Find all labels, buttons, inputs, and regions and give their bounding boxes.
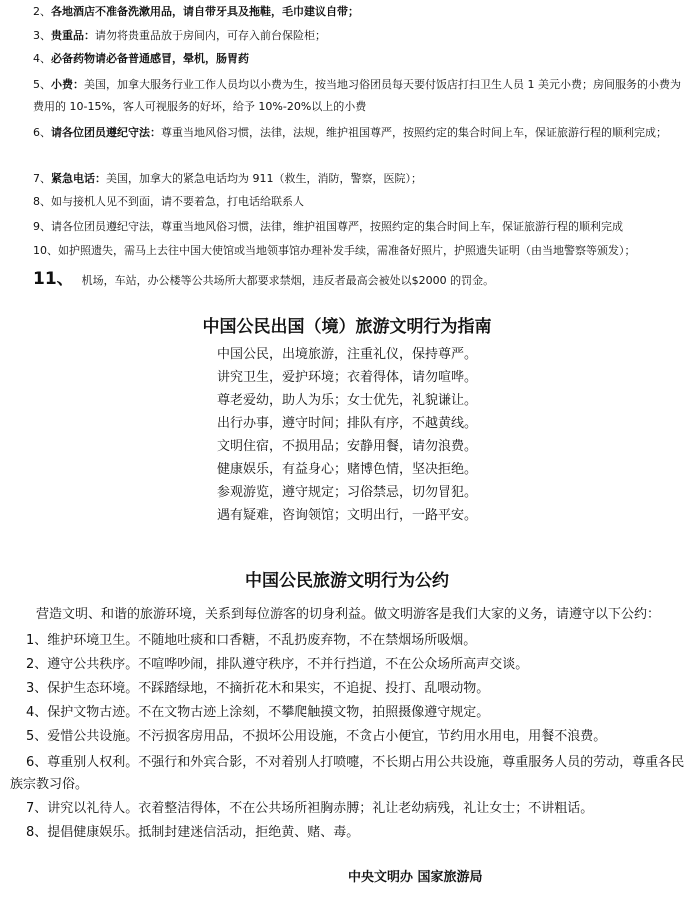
- note-number: 8、: [33, 195, 51, 208]
- convention-item: 2、遵守公共秩序。不喧哗吵闹，排队遵守秩序，不并行挡道，不在公众场所高声交谈。: [26, 657, 529, 672]
- note-number: 10、: [33, 244, 58, 257]
- note-text: 美国，加拿大的紧急电话均为 911（救生，消防，警察，医院）；: [106, 172, 422, 185]
- guide-line: 参观游览，遵守规定；习俗禁忌，切勿冒犯。: [216, 485, 477, 500]
- note-number: 6、: [33, 126, 51, 139]
- note-key: 紧急电话：: [51, 172, 106, 185]
- note-8: [33, 194, 684, 209]
- note-number: 5、: [33, 78, 51, 91]
- note-text: 必备药物请必备普通感冒，晕机，肠胃药: [51, 52, 249, 65]
- convention-item: 1、维护环境卫生。不随地吐痰和口香糖，不乱扔废弃物，不在禁烟场所吸烟。: [26, 633, 477, 648]
- note-key: 小费：: [51, 78, 84, 91]
- guide-line: 遇有疑难，咨询领馆；文明出行，一路平安。: [216, 508, 477, 523]
- note-3: [33, 28, 684, 43]
- note-number: 11、: [33, 269, 74, 289]
- note-number: 3、: [33, 29, 51, 42]
- guide-line: 出行办事，遵守时间；排队有序，不越黄线。: [216, 416, 477, 431]
- note-text: 如与接机人见不到面，请不要着急，打电话给联系人: [51, 195, 304, 208]
- guide-line: 尊老爱幼，助人为乐；女士优先，礼貌谦让。: [216, 393, 477, 408]
- note-10: [33, 243, 684, 258]
- convention-intro: 营造文明、和谐的旅游环境，关系到每位游客的切身利益。做文明游客是我们大家的义务，请遵守以下公约：: [36, 607, 661, 622]
- signature: 中央文明办 国家旅游局: [348, 870, 483, 885]
- note-number: 9、: [33, 220, 51, 233]
- note-key: 贵重品：: [51, 29, 95, 42]
- convention-item: 3、保护生态环境。不踩踏绿地，不摘折花木和果实，不追捉、投打、乱喂动物。: [26, 681, 490, 696]
- note-5: [33, 74, 684, 118]
- note-11: [33, 268, 684, 292]
- convention-title: 中国公民旅游文明行为公约: [245, 571, 449, 591]
- note-text: 各地酒店不准备洗漱用品，请自带牙具及拖鞋，毛巾建议自带；: [51, 5, 359, 18]
- convention-item: 5、爱惜公共设施。不污损客房用品，不损坏公用设施，不贪占小便宜，节约用水用电，用餐不浪费。: [26, 729, 607, 744]
- note-7: [33, 171, 684, 186]
- note-9: [33, 219, 684, 234]
- convention-item: 7、讲究以礼待人。衣着整洁得体，不在公共场所袒胸赤膊；礼让老幼病残，礼让女士；不讲粗话。: [26, 801, 594, 816]
- convention-item: 6、尊重别人权利。不强行和外宾合影，不对着别人打喷嚏，不长期占用公共设施，尊重服务人员的劳动，尊重各民族宗教习俗。: [10, 755, 685, 792]
- guide-lines: [0, 346, 694, 525]
- note-text: 请勿将贵重品放于房间内，可存入前台保险柜；: [95, 29, 326, 42]
- note-6: [33, 122, 684, 144]
- note-text: 机场，车站，办公楼等公共场所大都要求禁烟，违反者最高会被处以$2000 的罚金。: [81, 274, 495, 287]
- note-text: 如护照遗失，需马上去往中国大使馆或当地领事馆办理补发手续，需准备好照片，护照遗失证明（由当地警察等颁发）；: [58, 244, 636, 257]
- guide-line: 文明住宿，不损用品；安静用餐，请勿浪费。: [216, 439, 477, 454]
- note-text: 请各位团员遵纪守法，尊重当地风俗习惯，法律，维护祖国尊严，按照约定的集合时间上车，保证旅游行程的顺利完成: [51, 220, 623, 233]
- guide-line: 健康娱乐，有益身心；赌博色情，坚决拒绝。: [216, 462, 477, 477]
- note-text: 美国，加拿大服务行业工作人员均以小费为生，按当地习俗团员每天要付饭店打扫卫生人员 1 美元小费；房间服务的小费为费用的 10-15%，客人可视服务的好坏，给予 10%-20%以上的小费: [33, 78, 681, 113]
- note-2: [33, 4, 684, 19]
- note-text: 尊重当地风俗习惯，法律，法规，维护祖国尊严，按照约定的集合时间上车，保证旅游行程的顺利完成；: [161, 126, 667, 139]
- note-number: 7、: [33, 172, 51, 185]
- convention-item: 4、保护文物古迹。不在文物古迹上涂刻，不攀爬触摸文物，拍照摄像遵守规定。: [26, 705, 490, 720]
- note-key: 请各位团员遵纪守法：: [51, 126, 161, 139]
- note-4: [33, 51, 684, 66]
- convention-body: [10, 604, 686, 842]
- guide-line: 讲究卫生，爱护环境；衣着得体，请勿喧哗。: [216, 370, 477, 385]
- guide-title: 中国公民出国（境）旅游文明行为指南: [202, 317, 492, 337]
- note-number: 2、: [33, 5, 51, 18]
- note-number: 4、: [33, 52, 51, 65]
- guide-line: 中国公民，出境旅游，注重礼仪，保持尊严。: [216, 347, 477, 362]
- convention-item: 8、提倡健康娱乐。抵制封建迷信活动，拒绝黄、赌、毒。: [26, 825, 360, 840]
